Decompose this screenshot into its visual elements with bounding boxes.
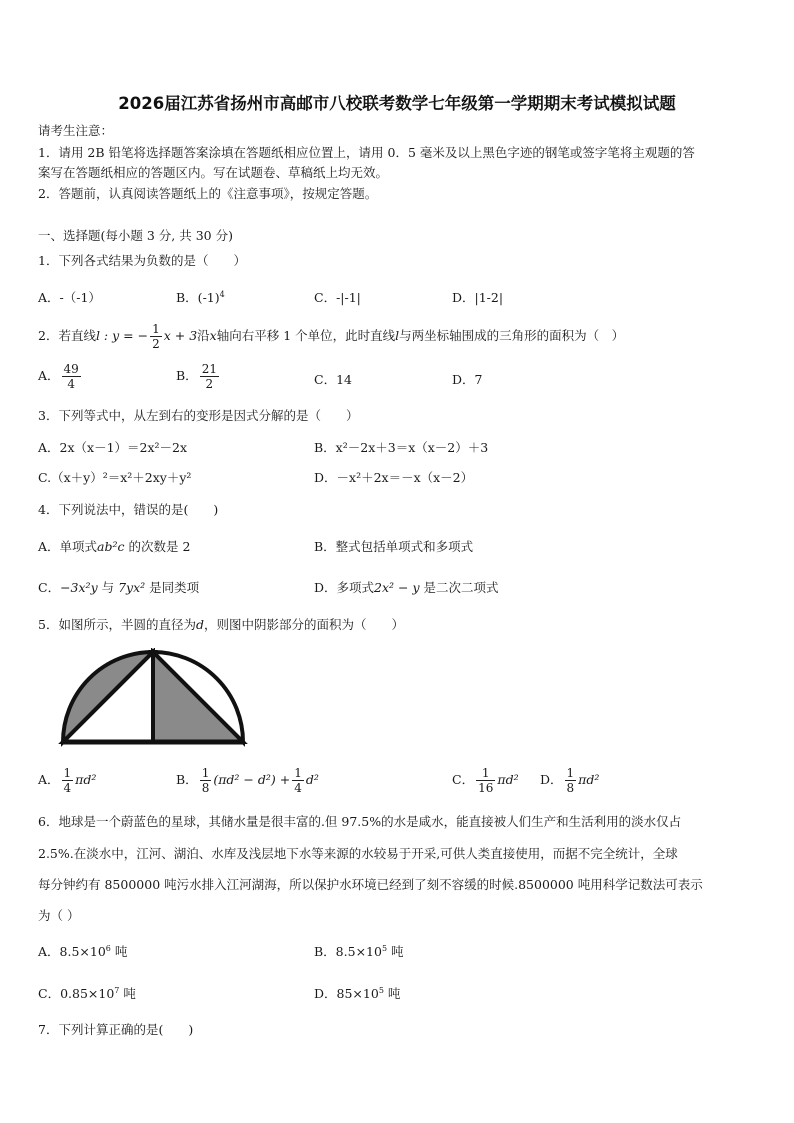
question-5-stem: 5．如图所示，半圆的直径为d，则图中阴影部分的面积为（ ） (38, 617, 404, 632)
question-3-stem: 3．下列等式中，从左到右的变形是因式分解的是（ ） (38, 408, 359, 423)
notice-item-2: 2．答题前，认真阅读答题纸上的《注意事项》，按规定答题。 (38, 186, 378, 201)
q1-option-a: A．-（-1） (38, 290, 101, 305)
q3-option-c: C.（x＋y）²＝x²＋2xy＋y² (38, 470, 192, 485)
q4-option-b: B．整式包括单项式和多项式 (314, 539, 474, 554)
question-6-line-2: 2.5%.在淡水中，江河、湖泊、水库及浅层地下水等来源的水较易于开采,可供人类直接使用，而据不完全统计，全球 (38, 846, 678, 861)
question-6-line-3: 每分钟约有 8500000 吨污水排入江河湖海，所以保护水环境已经到了刻不容缓的时候.8500000 吨用科学记数法可表示 (38, 877, 703, 892)
semicircle-figure (58, 648, 248, 748)
q3-option-d: D．－x²＋2x＝－x（x－2） (314, 470, 474, 485)
q4-option-d: D．多项式2x² − y 是二次二项式 (314, 580, 499, 595)
notice-heading: 请考生注意： (38, 123, 114, 138)
q2-option-c: C．14 (314, 372, 352, 387)
section-heading: 一、选择题(每小题 3 分, 共 30 分) (38, 228, 233, 243)
q5-option-b: B． $\frac{1}{8}$ (πd² − d²) + $\frac{1}{4}$ d² (176, 766, 319, 795)
q1-option-c: C．-|-1| (314, 290, 361, 305)
notice-item-1: 1．请用 2B 铅笔将选择题答案涂填在答题纸相应位置上，请用 0．5 毫米及以上黑色字迹的钢笔或签字笔将主观题的答 (38, 145, 695, 160)
q4-option-a: A．单项式ab²c 的次数是 2 (38, 539, 191, 554)
q2-option-d: D．7 (452, 372, 483, 387)
q6-option-c: C．$0.85\times 10^7$ 吨 (38, 985, 136, 1001)
q5-option-d: D． $\frac{1}{8}$ πd² (540, 766, 600, 795)
q2-fraction: $\frac{1}{2}$ (152, 322, 160, 351)
notice-item-1-cont: 案写在答题纸相应的答题区内。写在试题卷、草稿纸上均无效。 (38, 165, 389, 180)
q3-option-b: B．x²－2x＋3＝x（x－2）＋3 (314, 440, 489, 455)
question-6-line-1: 6．地球是一个蔚蓝色的星球，其储水量是很丰富的.但 97.5%的水是咸水，能直接被人们生产和生活利用的淡水仅占 (38, 814, 682, 829)
question-4-stem: 4．下列说法中，错误的是( ) (38, 502, 219, 517)
question-6-line-4: 为（ ） (38, 908, 80, 923)
q5-option-c: C． $\frac{1}{16}$ πd² (452, 766, 519, 795)
q5-option-a: A． $\frac{1}{4}$ πd² (38, 766, 97, 795)
q2-option-b: B． $\frac{21}{2}$ (176, 362, 217, 391)
q6-option-a: A．$8.5\times 10^6$ 吨 (38, 943, 128, 959)
question-1-stem: 1．下列各式结果为负数的是（ ） (38, 253, 246, 268)
q3-option-a: A．2x（x－1）＝2x²－2x (38, 440, 188, 455)
question-7-stem: 7．下列计算正确的是( ) (38, 1022, 194, 1037)
question-2-stem: 2．若直线l : y = − $\frac{1}{2}$ x + 3沿x轴向右平移 1 个单位，此时直线l与两坐标轴围成的三角形的面积为（ ） (38, 322, 625, 351)
q6-option-d: D．$85\times 10^5$ 吨 (314, 985, 401, 1001)
q4-option-c: C．−3x²y 与 7yx² 是同类项 (38, 580, 200, 595)
q1-option-b: B．$(-1)^4$ (176, 289, 225, 305)
q1-option-d: D．|1-2| (452, 290, 504, 305)
page-title: 2026届江苏省扬州市高邮市八校联考数学七年级第一学期期末考试模拟试题 (118, 94, 676, 113)
q6-option-b: B．$8.5\times 10^5$ 吨 (314, 943, 404, 959)
q2-option-a: A． $\frac{49}{4}$ (38, 362, 79, 391)
